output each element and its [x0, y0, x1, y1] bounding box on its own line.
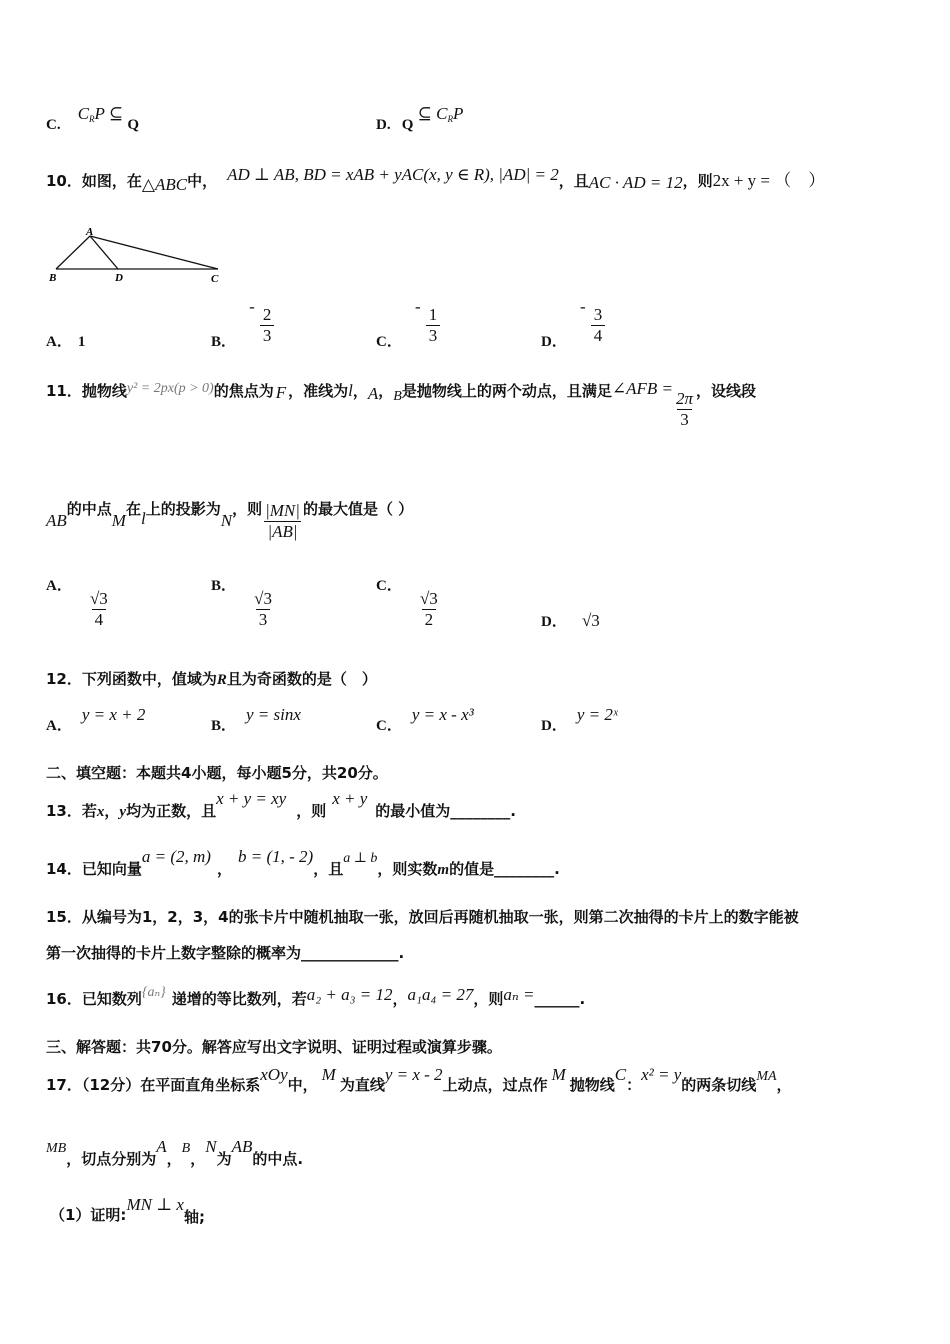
q11-option-b	[211, 578, 275, 630]
q17-part1	[50, 1194, 205, 1226]
var-x: x	[96, 804, 105, 820]
text: ，	[378, 382, 394, 400]
question-number: 17．（12分）在平面直角坐标系	[46, 1076, 261, 1094]
option-label: D．	[541, 334, 567, 350]
set-q: Q	[127, 117, 140, 133]
point-a: A	[367, 384, 379, 403]
denominator: 4	[591, 325, 606, 346]
point-b: B	[181, 1141, 191, 1156]
answer-blank: ______.	[534, 990, 586, 1008]
condition-product: a₁a₄ = 27	[407, 985, 474, 1004]
focus-symbol: F	[275, 383, 287, 402]
text: ，设线段	[696, 382, 757, 400]
text: 中，	[287, 1076, 318, 1094]
tangent-ma: MA	[756, 1069, 777, 1084]
denominator: 4	[92, 609, 107, 630]
text: ，且	[313, 860, 344, 878]
condition-expression: AD ⊥ AB, BD = xAB + yAC(x, y ∈ R), |AD| = 2	[227, 165, 559, 184]
question-number: 16．已知数列	[46, 990, 142, 1008]
q10-option-c	[376, 297, 440, 350]
numerator: 2π	[676, 389, 694, 408]
text: 的焦点为	[213, 382, 274, 400]
q11-option-a	[46, 578, 111, 630]
vector-a: a = (2, m)	[141, 847, 211, 866]
fraction	[417, 589, 441, 630]
question-text: 12．下列函数中，值域为	[46, 670, 217, 688]
target-expression: x + y	[332, 789, 368, 808]
q10-stem	[46, 165, 826, 194]
perpendicular-statement: MN ⊥ x	[126, 1195, 184, 1214]
text: ，	[352, 382, 368, 400]
point-n: N	[205, 1137, 217, 1156]
text: ，	[216, 860, 232, 878]
text: ，	[104, 802, 120, 820]
text: 上动点，过点作	[442, 1076, 548, 1094]
section-header-fill-in: 二、填空题：本题共4小题，每小题5分，共20分。	[46, 764, 388, 782]
q9-option-d	[376, 104, 464, 133]
projection-n: N	[220, 511, 233, 530]
minus-sign: -	[414, 297, 421, 316]
option-label: D．	[541, 614, 567, 630]
text: 抛物线	[569, 1076, 615, 1094]
parabola-equation: y² = 2px(p > 0)	[126, 381, 214, 396]
option-label: C．	[376, 578, 402, 594]
segment-ad	[90, 236, 118, 269]
option-label: A．	[46, 578, 72, 594]
q11-stem-line1	[46, 379, 757, 432]
answer-blank: 的值是________.	[449, 860, 560, 878]
line-equation: y = x - 2	[384, 1065, 443, 1084]
option-value: y = 2ˣ	[576, 705, 618, 724]
numerator: 2	[262, 305, 272, 324]
numerator: |MN|	[265, 501, 300, 520]
text: ，	[166, 1150, 182, 1168]
q10-option-b	[211, 297, 274, 350]
fraction	[591, 305, 606, 346]
option-label: C．	[376, 718, 402, 734]
q17-stem-line2	[46, 1136, 304, 1168]
text: 中，	[187, 172, 218, 190]
text: 的中点.	[252, 1150, 304, 1168]
q9-option-c	[46, 104, 140, 133]
target-expression: 2x + y = （ ）	[712, 171, 826, 190]
text: ，则	[296, 802, 327, 820]
directrix-symbol: l	[348, 381, 353, 400]
q16-stem	[46, 980, 586, 1008]
text: 的中点	[66, 500, 112, 518]
denominator: 3	[426, 325, 441, 346]
text: ，则	[232, 500, 263, 518]
vertex-b-label: B	[49, 272, 57, 284]
text: ，且	[558, 172, 589, 190]
numerator: √3	[419, 589, 438, 608]
text: 的两条切线	[681, 1076, 757, 1094]
question-text: 且为奇函数的是（ ）	[226, 670, 377, 688]
math-expression: ⊆ $C_RP$	[413, 104, 464, 124]
question-number: 14．已知向量	[46, 860, 142, 878]
dot-product: AC · AD = 12	[588, 173, 683, 192]
denominator: 3	[260, 325, 275, 346]
side-ac	[90, 236, 218, 269]
set-r: R	[216, 672, 227, 688]
perpendicular-condition: a ⊥ b	[343, 851, 378, 866]
vertex-a-label: A	[86, 226, 94, 238]
q15-line2: 第一次抽得的卡片上数字整除的概率为_____________.	[46, 944, 405, 962]
option-label: B．	[211, 718, 237, 734]
q12-option-c	[376, 704, 474, 734]
text: 为直线	[339, 1076, 385, 1094]
text: 均为正数，且	[126, 802, 217, 820]
fraction	[251, 589, 275, 630]
question-number: 10．如图，在	[46, 172, 142, 190]
text: 的最大值是（ ）	[302, 500, 414, 518]
denominator: 3	[677, 409, 692, 430]
var-y: y	[119, 804, 127, 820]
question-number: 13．若	[46, 802, 97, 820]
triangle-symbol: △ABC	[141, 175, 188, 194]
fraction	[260, 305, 275, 346]
fraction	[87, 589, 111, 630]
point-a: A	[156, 1137, 167, 1156]
condition-sum: a₂ + a₃ = 12	[306, 985, 393, 1004]
question-number: 11．抛物线	[46, 382, 127, 400]
point-m: M	[551, 1065, 566, 1084]
numerator: √3	[89, 589, 108, 608]
q12-option-a	[46, 704, 146, 734]
side-ab	[56, 236, 90, 269]
segment-ab: AB	[46, 511, 67, 530]
option-label: A．	[46, 334, 72, 350]
minus-sign: -	[579, 297, 586, 316]
point-d-label: D	[115, 272, 123, 284]
option-value: y = sinx	[246, 705, 301, 724]
text: ，	[392, 990, 408, 1008]
midpoint-m: M	[111, 511, 126, 530]
triangle-figure	[46, 224, 226, 288]
text: ，	[190, 1150, 206, 1168]
fraction	[426, 305, 441, 346]
option-value: y = x + 2	[81, 705, 146, 724]
segment-ab: AB	[231, 1137, 253, 1156]
point-b: B	[393, 389, 402, 404]
q10-option-a	[46, 330, 85, 351]
text: 是抛物线上的两个动点，且满足	[401, 382, 612, 400]
q12-option-b	[211, 704, 301, 734]
angle-fraction	[673, 389, 696, 430]
option-value: 1	[77, 334, 86, 350]
section-header-solutions: 三、解答题：共70分。解答应写出文字说明、证明过程或演算步骤。	[46, 1038, 502, 1056]
q17-stem-line1	[46, 1064, 792, 1094]
q11-option-c	[376, 578, 441, 630]
var-m: m	[437, 862, 450, 878]
q13-stem	[46, 788, 516, 820]
answer-blank: 的最小值为________.	[375, 802, 516, 820]
curve-c: C	[614, 1065, 627, 1084]
text: ，	[776, 1076, 792, 1094]
text: 轴;	[183, 1208, 205, 1226]
directrix-symbol: l	[140, 509, 146, 528]
option-value: √3	[581, 611, 600, 630]
vector-b: b = (1, - 2)	[237, 847, 314, 866]
text: ，则	[473, 990, 504, 1008]
text: ：	[626, 1076, 642, 1094]
option-label: C．	[376, 334, 402, 350]
denominator: 2	[422, 609, 437, 630]
sequence-symbol: {aₙ}	[141, 985, 166, 1000]
q14-stem	[46, 846, 560, 878]
option-label: C.	[46, 117, 61, 133]
condition-equation: x + y = xy	[216, 789, 287, 808]
text: ，则实数	[377, 860, 438, 878]
tangent-mb: MB	[46, 1141, 67, 1156]
general-term: aₙ =	[503, 985, 535, 1004]
numerator: 3	[593, 305, 603, 324]
option-label: B．	[211, 334, 237, 350]
text: ，切点分别为	[66, 1150, 157, 1168]
option-label: D.	[376, 117, 391, 133]
q15-line1: 15．从编号为1，2，3，4的张卡片中随机抽取一张，放回后再随机抽取一张，则第二次抽得的卡片上的数字能被	[46, 908, 799, 926]
text: 上的投影为	[145, 500, 221, 518]
denominator: 3	[256, 609, 271, 630]
numerator: 1	[428, 305, 438, 324]
q12-stem	[46, 668, 377, 689]
q11-option-d	[541, 610, 600, 631]
q10-option-d	[541, 297, 605, 350]
denominator: |AB|	[264, 521, 300, 542]
angle-expression: ∠AFB =	[611, 379, 673, 398]
q12-option-d	[541, 704, 618, 734]
point-m: M	[321, 1065, 336, 1084]
set-q: Q	[401, 117, 414, 133]
math-expression: $C_RP$ ⊆	[77, 104, 128, 124]
numerator: √3	[254, 589, 272, 608]
text: ，则	[682, 172, 713, 190]
option-label: D．	[541, 718, 567, 734]
text: 为	[216, 1150, 232, 1168]
option-value: y = x - x³	[411, 705, 474, 724]
text: ，准线为	[288, 382, 349, 400]
minus-sign: -	[249, 297, 255, 316]
ratio-fraction	[262, 501, 303, 542]
option-label: A．	[46, 718, 72, 734]
parabola-equation: x² = y	[641, 1065, 682, 1084]
vertex-c-label: C	[211, 273, 219, 285]
coordinate-system: xOy	[260, 1065, 288, 1084]
part-label: （1）证明:	[50, 1206, 127, 1224]
option-label: B．	[211, 578, 237, 594]
text: 递增的等比数列，若	[171, 990, 307, 1008]
q11-stem-line2	[46, 498, 413, 540]
text: 在	[125, 500, 141, 518]
